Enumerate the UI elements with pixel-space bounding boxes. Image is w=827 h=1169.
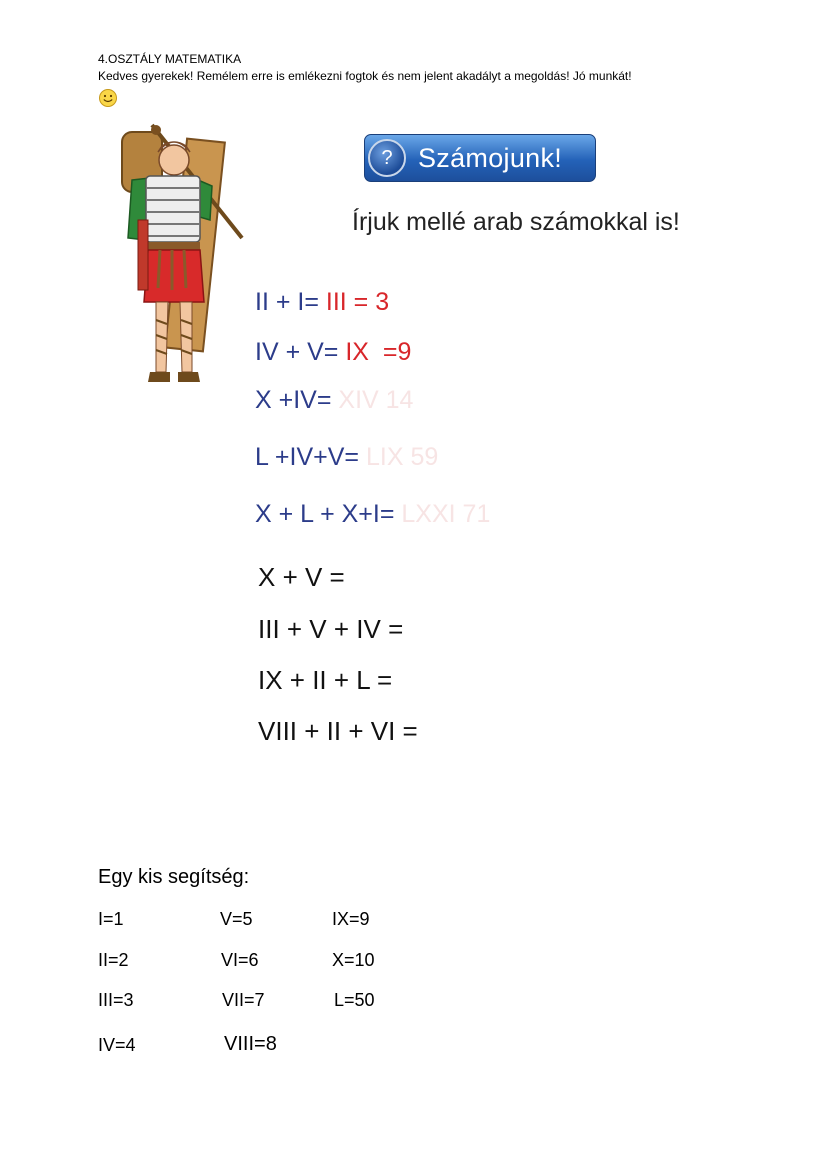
answer-text: IX =9	[345, 338, 412, 366]
worked-example-5	[255, 500, 490, 529]
equation-text: L +IV+V=	[255, 443, 360, 471]
equation-text: X +IV=	[255, 386, 332, 414]
smiley-icon	[98, 88, 118, 108]
help-item: X=10	[332, 950, 375, 970]
answer-text: LIX 59	[365, 443, 439, 471]
roman-soldier-illustration	[112, 120, 254, 418]
instruction: Írjuk mellé arab számokkal is!	[352, 208, 680, 236]
help-item: VII=7	[222, 990, 265, 1010]
equation-text: X + L + X+I=	[255, 500, 395, 528]
help-title: Egy kis segítség:	[98, 866, 250, 888]
help-item: III=3	[98, 990, 134, 1010]
button-label: Számojunk!	[418, 142, 563, 173]
help-item: VI=6	[221, 950, 259, 970]
help-item: II=2	[98, 950, 129, 970]
exercise-2: III + V + IV =	[258, 614, 404, 644]
szamojunk-button	[364, 134, 596, 182]
help-item: I=1	[98, 909, 124, 929]
help-item: IV=4	[98, 1035, 136, 1055]
worked-example-3	[255, 386, 413, 415]
intro-text: Kedves gyerekek! Remélem erre is emlékezni fogtok és nem jelent akadályt a megoldás! Jó munkát!	[98, 69, 632, 83]
worked-example-2	[255, 338, 411, 367]
answer-text: III = 3	[325, 288, 390, 316]
help-item: VIII=8	[224, 1033, 277, 1055]
exercise-3: IX + II + L =	[258, 665, 393, 695]
worksheet-title: 4.OSZTÁLY MATEMATIKA	[98, 52, 242, 66]
exercise-4: VIII + II + VI =	[258, 716, 418, 746]
help-item: V=5	[220, 909, 253, 929]
worked-example-1	[255, 288, 389, 317]
question-mark-icon: ?	[368, 139, 406, 177]
equation-text: II + I=	[255, 288, 319, 316]
help-item: L=50	[334, 990, 375, 1010]
help-item: IX=9	[332, 909, 370, 929]
equation-text: IV + V=	[255, 338, 339, 366]
answer-text: LXXI 71	[401, 500, 491, 528]
answer-text: XIV 14	[338, 386, 414, 414]
exercise-1: X + V =	[258, 562, 345, 592]
worked-example-4	[255, 443, 438, 472]
